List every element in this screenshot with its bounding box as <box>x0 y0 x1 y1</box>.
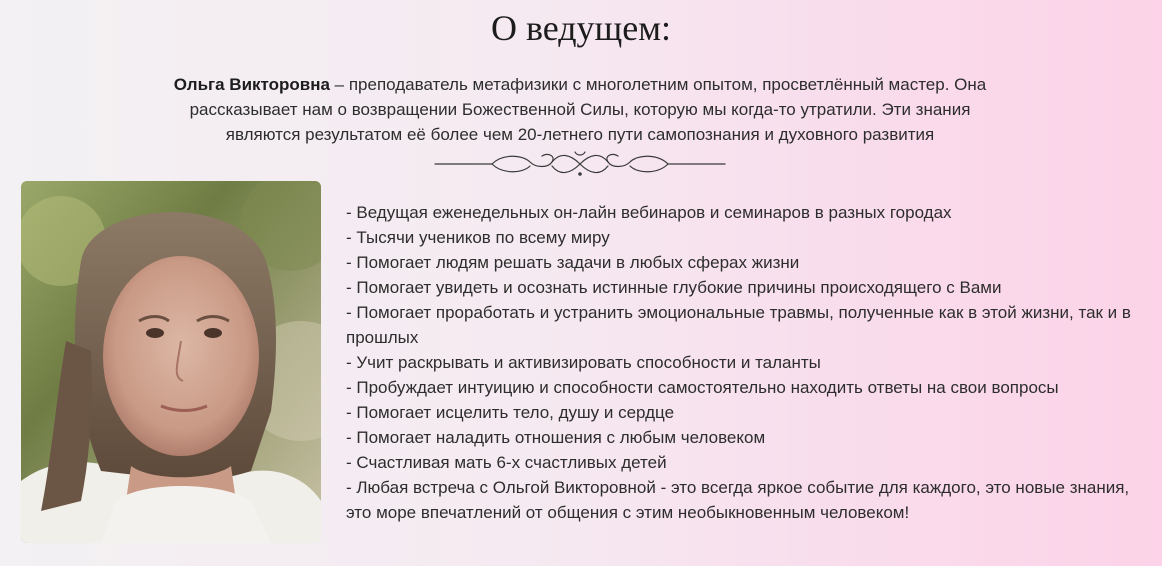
list-item: - Счастливая мать 6-х счастливых детей <box>346 453 667 472</box>
section-heading: О ведущем: <box>490 8 672 48</box>
list-item: - Помогает наладить отношения с любым человеком <box>346 428 766 447</box>
host-name: Ольга Викторовна <box>173 75 330 94</box>
list-item: - Помогает исцелить тело, душу и сердце <box>346 403 675 422</box>
flourish-divider-icon <box>430 148 730 180</box>
list-item: - Помогает увидеть и осознать истинные глубокие причины происходящего с Вами <box>346 278 1002 297</box>
list-item: - Учит раскрывать и активизировать способности и таланты <box>346 353 821 372</box>
list-item: - Помогает проработать и устранить эмоциональные травмы, полученные как в этой жизни, так и в прошлых <box>346 303 1131 347</box>
intro-text-line1: – преподаватель метафизики с многолетним опытом, просветлённый мастер. Она <box>329 75 987 94</box>
host-intro <box>100 72 1060 147</box>
intro-text-line2: рассказывает нам о возвращении Божественной Силы, которую мы когда-то утратили. Эти знания <box>189 100 971 119</box>
highlights-list <box>346 200 1146 525</box>
list-item: - Помогает людям решать задачи в любых сферах жизни <box>346 253 800 272</box>
list-item: - Пробуждает интуицию и способности самостоятельно находить ответы на свои вопросы <box>346 378 1059 397</box>
intro-text-line3: являются результатом её более чем 20-летнего пути самопознания и духовного развития <box>225 125 935 144</box>
portrait-photo <box>21 181 321 543</box>
list-item: - Тысячи учеников по всему миру <box>346 228 610 247</box>
list-item: - Ведущая еженедельных он-лайн вебинаров и семинаров в разных городах <box>346 203 952 222</box>
list-item: - Любая встреча с Ольгой Викторовной - это всегда яркое событие для каждого, это новые знания, это море впечатлений от общения с этим необыкновенным человеком! <box>346 478 1130 522</box>
